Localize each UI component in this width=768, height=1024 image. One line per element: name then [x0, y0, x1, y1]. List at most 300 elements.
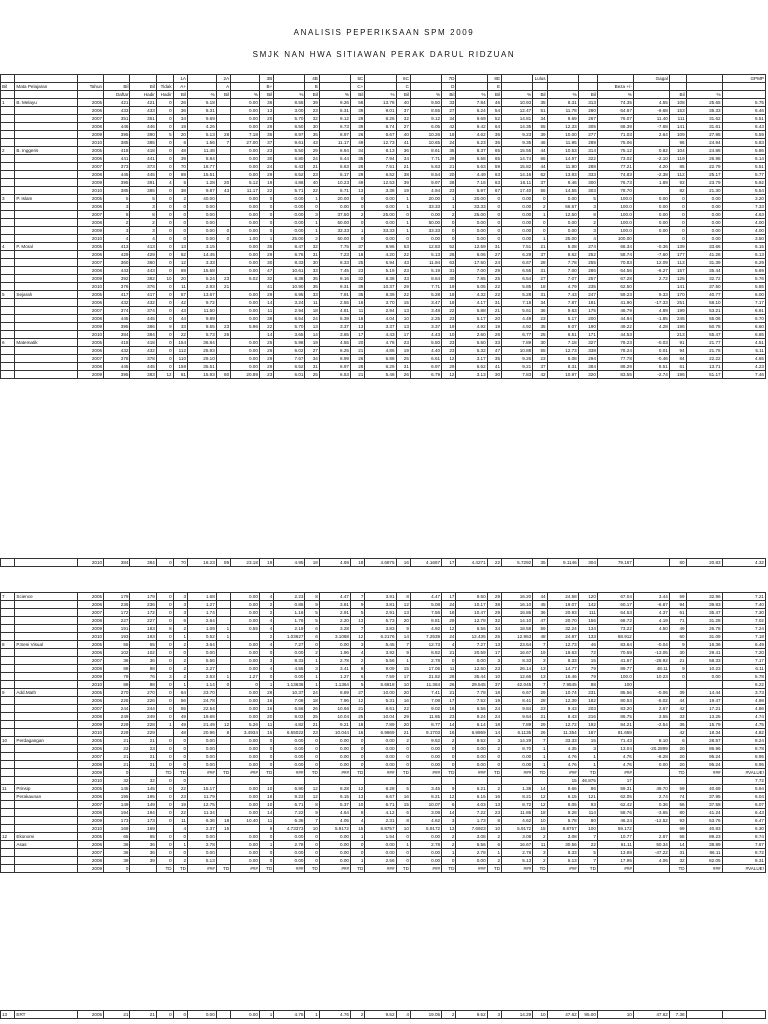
table-cell: 14: [259, 809, 273, 817]
table-cell: 6.56: [456, 705, 487, 713]
table-cell: 59.31: [597, 785, 633, 793]
table-cell: 11.95: [547, 139, 578, 147]
table-cell: 4.06: [633, 857, 669, 865]
table-cell: 5.44: [319, 155, 350, 163]
table-cell: 2: [442, 1011, 456, 1019]
table-cell: [216, 315, 230, 323]
table-cell: [15, 609, 77, 617]
table-cell: 31.28: [686, 617, 722, 625]
table-cell: [15, 187, 77, 195]
table-cell: [15, 371, 77, 379]
table-cell: 14: [259, 299, 273, 307]
table-cell: 4.43: [365, 331, 396, 339]
table-cell: 40.00: [188, 195, 217, 203]
table-cell: 226: [104, 697, 130, 705]
table-cell: 2.78: [274, 841, 305, 849]
table-cell: 8.97: [319, 131, 350, 139]
table-cell: 0: [533, 195, 547, 203]
table-cell: Bil: [173, 91, 187, 99]
table-cell: 2007: [77, 307, 103, 315]
table-cell: 7.71: [410, 283, 441, 291]
table-cell: 21: [669, 657, 686, 665]
table-cell: 57: [173, 291, 187, 299]
table-cell: [1, 705, 15, 713]
table-cell: 10.47: [456, 609, 487, 617]
table-cell: [216, 665, 230, 673]
table-cell: [669, 75, 686, 83]
table-cell: [1, 721, 15, 729]
table-cell: 14: [669, 841, 686, 849]
table-cell: 29: [442, 155, 456, 163]
table-cell: 7.67: [722, 841, 765, 849]
table-cell: 384: [104, 559, 130, 567]
table-cell: 28: [442, 179, 456, 187]
table-cell: 12.435: [456, 633, 487, 641]
table-cell: 50.00: [319, 235, 350, 243]
table-cell: 14.97: [547, 155, 578, 163]
table-cell: 24: [487, 713, 501, 721]
table-cell: 4.49: [456, 171, 487, 179]
table-cell: 84: [669, 355, 686, 363]
table-row: [1, 785, 766, 793]
table-cell: 7.27: [274, 641, 305, 649]
table-cell: 0.00: [502, 195, 533, 203]
table-cell: 1: [216, 633, 230, 641]
table-cell: 0: [173, 745, 187, 753]
table-cell: 251: [669, 299, 686, 307]
table-cell: 23: [216, 323, 230, 331]
table-cell: 0.00: [188, 833, 217, 841]
table-cell: 41.90: [597, 299, 633, 307]
table-cell: 1.76: [274, 617, 305, 625]
table-cell: Beza +/-: [597, 83, 633, 91]
table-cell: 5.69: [722, 267, 765, 275]
table-cell: 2: [173, 641, 187, 649]
table-cell: [456, 83, 487, 91]
table-cell: 4: [578, 235, 597, 243]
table-cell: 38.89: [686, 841, 722, 849]
table-cell: 0.00: [274, 833, 305, 841]
table-cell: 0.00: [231, 203, 260, 211]
table-cell: 20: [396, 721, 410, 729]
table-cell: [15, 355, 77, 363]
table-cell: 83.64: [597, 641, 633, 649]
table-cell: [633, 331, 669, 339]
table-cell: 2009: [77, 817, 103, 825]
table-cell: 1.16: [274, 609, 305, 617]
table-cell: Bil: [669, 91, 686, 99]
table-cell: 29: [442, 363, 456, 371]
table-cell: [216, 219, 230, 227]
table-cell: 6.29: [365, 363, 396, 371]
table-cell: 15.82: [502, 163, 533, 171]
table-cell: 3.45: [410, 785, 441, 793]
table-cell: 2: [533, 833, 547, 841]
table-cell: 0.00: [188, 761, 217, 769]
table-cell: [15, 801, 77, 809]
table-cell: 39: [669, 689, 686, 697]
table-cell: 49.70: [633, 785, 669, 793]
table-cell: 0: [173, 753, 187, 761]
table-cell: 0.00: [456, 657, 487, 665]
table-cell: 33.33: [365, 227, 396, 235]
table-cell: [633, 729, 669, 737]
table-cell: 7.38: [669, 1011, 686, 1019]
table-cell: 0.00: [456, 857, 487, 865]
table-cell: 12: [156, 371, 173, 379]
table-cell: 2005: [77, 641, 103, 649]
table-cell: 6.91: [722, 307, 765, 315]
table-cell: 78.70: [597, 187, 633, 195]
table-cell: 4.63: [722, 211, 765, 219]
table-cell: 23: [442, 187, 456, 195]
table-cell: 8.72: [722, 849, 765, 857]
table-cell: Sejarah: [15, 291, 77, 299]
table-cell: 12.73: [410, 641, 441, 649]
table-cell: 0: [156, 155, 173, 163]
table-cell: 3.37: [319, 323, 350, 331]
table-cell: 26: [396, 371, 410, 379]
table-cell: 14.77: [547, 665, 578, 673]
table-cell: 0.00: [456, 235, 487, 243]
table-cell: [456, 777, 487, 785]
table-cell: 0.00: [274, 673, 305, 681]
table-row: [1, 809, 766, 817]
table-cell: 8.95: [722, 753, 765, 761]
table-cell: 18.34: [686, 729, 722, 737]
table-cell: 0.00: [456, 761, 487, 769]
table-cell: 4.82: [274, 721, 305, 729]
table-cell: 0: [156, 219, 173, 227]
table-cell: 11.34: [188, 809, 217, 817]
table-cell: 2: [487, 833, 501, 841]
table-cell: 2009: [77, 323, 103, 331]
table-cell: 6: [351, 673, 365, 681]
table-cell: 38: [487, 601, 501, 609]
table-cell: 13: [351, 187, 365, 195]
table-cell: 3.41: [319, 665, 350, 673]
table-cell: 2006: [77, 697, 103, 705]
table-cell: 22: [487, 291, 501, 299]
table-cell: 3.37: [410, 323, 441, 331]
table-cell: 2.78: [410, 841, 441, 849]
table-cell: 21: [442, 649, 456, 657]
table-cell: 216: [578, 713, 597, 721]
table-cell: [15, 107, 77, 115]
table-cell: 0: [351, 745, 365, 753]
table-cell: 25: [487, 633, 501, 641]
table-cell: 351: [130, 115, 156, 123]
table-cell: 49.22: [597, 323, 633, 331]
table-cell: 11: [305, 299, 319, 307]
table-cell: [633, 559, 669, 567]
table-cell: 9.42: [456, 123, 487, 131]
table-cell: 8.31: [547, 99, 578, 107]
table-cell: -2.10: [633, 155, 669, 163]
table-cell: [365, 83, 396, 91]
table-cell: 141: [669, 283, 686, 291]
table-cell: 3.33: [188, 259, 217, 267]
table-cell: 11: [259, 721, 273, 729]
table-cell: 4.62: [456, 131, 487, 139]
table-cell: 2: [487, 745, 501, 753]
table-cell: 6.29: [722, 259, 765, 267]
table-cell: 8.13: [365, 147, 396, 155]
table-cell: 0: [156, 139, 173, 147]
table-cell: 7.45: [319, 267, 350, 275]
table-cell: 4.98: [722, 697, 765, 705]
table-cell: 0: [351, 753, 365, 761]
table-cell: 25.65: [686, 99, 722, 107]
table-cell: 13.93: [547, 171, 578, 179]
table-cell: [1, 801, 15, 809]
table-cell: 0: [173, 211, 187, 219]
table-cell: 384: [130, 559, 156, 567]
table-cell: 196: [669, 323, 686, 331]
table-cell: 15.58: [188, 267, 217, 275]
table-cell: 7.00: [547, 267, 578, 275]
table-cell: %: [319, 91, 350, 99]
table-cell: 21: [130, 753, 156, 761]
table-cell: 33: [396, 275, 410, 283]
table-cell: TD: [487, 865, 501, 873]
table-cell: 2: [173, 657, 187, 665]
table-cell: 0.00: [319, 745, 350, 753]
table-cell: 19: [259, 179, 273, 187]
table-cell: 0: [156, 251, 173, 259]
table-cell: 14: [442, 809, 456, 817]
table-cell: 3: [305, 665, 319, 673]
table-cell: Bil: [487, 91, 501, 99]
table-cell: 94: [669, 347, 686, 355]
table-cell: TD: [173, 865, 187, 873]
table-cell: 19: [487, 323, 501, 331]
table-cell: 2010: [77, 187, 103, 195]
table-cell: [216, 689, 230, 697]
table-cell: 4.62: [502, 817, 533, 825]
table-cell: 5.17: [547, 315, 578, 323]
table-cell: [15, 115, 77, 123]
table-cell: 12: [533, 801, 547, 809]
table-cell: 0: [305, 761, 319, 769]
table-cell: 24.88: [686, 147, 722, 155]
table-cell: 3.08: [547, 833, 578, 841]
table-cell: 0.00: [231, 761, 260, 769]
table-cell: 100.0: [597, 219, 633, 227]
table-cell: 6.21: [456, 785, 487, 793]
table-cell: 7.89: [502, 721, 533, 729]
table-cell: %: [188, 91, 217, 99]
table-cell: -20.2899: [633, 745, 669, 753]
table-cell: 8.51: [633, 363, 669, 371]
table-row: [1, 729, 766, 737]
table-cell: 432: [130, 347, 156, 355]
table-cell: TD: [396, 865, 410, 873]
table-cell: 2010: [77, 139, 103, 147]
table-cell: 12.53: [365, 179, 396, 187]
table-cell: 4.40: [410, 347, 441, 355]
table-cell: 0.00: [547, 219, 578, 227]
table-cell: 0.00: [274, 195, 305, 203]
table-cell: 7.02: [722, 617, 765, 625]
table-cell: [1, 91, 15, 99]
table-cell: 26.78: [686, 625, 722, 633]
table-cell: 0.00: [274, 211, 305, 219]
table-cell: 13: [305, 323, 319, 331]
table-cell: 0: [173, 203, 187, 211]
table-cell: [216, 355, 230, 363]
table-cell: 23: [442, 347, 456, 355]
table-cell: ###: [597, 769, 633, 777]
table-cell: 0: [669, 219, 686, 227]
table-cell: 19: [173, 801, 187, 809]
table-cell: 4.00: [722, 227, 765, 235]
table-cell: TD: [173, 769, 187, 777]
table-cell: 0.00: [231, 689, 260, 697]
table-cell: [15, 849, 77, 857]
table-cell: 29: [259, 251, 273, 259]
table-cell: 69: [173, 267, 187, 275]
table-cell: [15, 227, 77, 235]
table-cell: 5.94: [722, 785, 765, 793]
table-cell: 10.65: [410, 139, 441, 147]
table-cell: 77.78: [597, 355, 633, 363]
table-row: [1, 721, 766, 729]
table-cell: 145: [104, 785, 130, 793]
table-cell: 7: [533, 641, 547, 649]
table-cell: 267: [578, 115, 597, 123]
table-cell: 5: [578, 195, 597, 203]
table-cell: 30: [259, 259, 273, 267]
table-cell: 173: [104, 817, 130, 825]
table-cell: 21: [533, 713, 547, 721]
table-cell: 0: [351, 219, 365, 227]
table-cell: 172: [104, 609, 130, 617]
table-cell: [15, 865, 77, 873]
table-cell: 270: [104, 689, 130, 697]
table-cell: 14.29: [502, 1011, 533, 1019]
table-cell: 5: [1, 291, 15, 299]
table-cell: Gagal: [633, 75, 669, 83]
table-row: [1, 363, 766, 371]
table-cell: 23: [442, 713, 456, 721]
table-cell: 0.00: [231, 793, 260, 801]
table-cell: 23: [487, 809, 501, 817]
table-cell: 445: [130, 315, 156, 323]
table-cell: 3.81: [319, 601, 350, 609]
table-cell: 55: [533, 123, 547, 131]
table-cell: 4.6875: [365, 559, 396, 567]
table-cell: [15, 267, 77, 275]
table-cell: 12: [351, 697, 365, 705]
table-cell: 7.71: [410, 155, 441, 163]
table-cell: 9.07: [547, 323, 578, 331]
table-cell: 134: [578, 625, 597, 633]
table-cell: 24.58: [547, 593, 578, 601]
table-cell: 43: [216, 187, 230, 195]
table-cell: 9.52: [365, 1011, 396, 1019]
table-cell: 3.08: [456, 833, 487, 841]
table-cell: 3.92: [365, 649, 396, 657]
table-cell: %: [456, 91, 487, 99]
table-cell: 1: [442, 195, 456, 203]
table-cell: 2.31: [365, 817, 396, 825]
table-cell: 46: [487, 99, 501, 107]
table-row: [1, 235, 766, 243]
table-cell: 16.86: [502, 609, 533, 617]
table-row: [1, 347, 766, 355]
table-cell: 6.04: [722, 793, 765, 801]
table-cell: 8: [305, 801, 319, 809]
table-cell: 0: [396, 849, 410, 857]
table-cell: [1, 299, 15, 307]
table-cell: 0: [487, 227, 501, 235]
table-cell: [216, 761, 230, 769]
table-cell: 3.48: [410, 307, 441, 315]
table-cell: [1, 559, 15, 567]
table-cell: 8.24: [722, 737, 765, 745]
table-cell: 8: [305, 593, 319, 601]
table-cell: 10.53: [547, 147, 578, 155]
table-cell: 0.00: [410, 833, 441, 841]
table-cell: [15, 753, 77, 761]
table-cell: [216, 617, 230, 625]
table-cell: 30: [305, 123, 319, 131]
table-cell: 2009: [77, 673, 103, 681]
table-row: [1, 753, 766, 761]
table-cell: 0: [156, 857, 173, 865]
table-cell: 199: [669, 307, 686, 315]
table-cell: 0.00: [456, 227, 487, 235]
table-cell: 32: [130, 777, 156, 785]
table-cell: 0: [442, 857, 456, 865]
table-cell: 3.17: [456, 355, 487, 363]
table-cell: 0: [156, 745, 173, 753]
table-cell: 69: [173, 171, 187, 179]
table-cell: 0.00: [231, 713, 260, 721]
table-row: [1, 243, 766, 251]
table-cell: 5.73: [365, 617, 396, 625]
table-cell: 0.00: [365, 761, 396, 769]
table-cell: 0: [156, 267, 173, 275]
table-cell: 5.17: [456, 315, 487, 323]
table-cell: -0.46: [633, 355, 669, 363]
table-cell: 418: [104, 339, 130, 347]
table-cell: 2.87: [633, 833, 669, 841]
table-cell: 0.00: [231, 299, 260, 307]
table-cell: 23.79: [686, 179, 722, 187]
table-cell: [1, 609, 15, 617]
table-cell: 36: [104, 657, 130, 665]
table-cell: 6.36: [188, 817, 217, 825]
table-cell: 2.72: [633, 275, 669, 283]
table-cell: 7.23: [319, 251, 350, 259]
table-cell: 6: [396, 809, 410, 817]
table-cell: 141: [669, 123, 686, 131]
table-cell: 21: [305, 163, 319, 171]
table-cell: 6.30: [722, 825, 765, 833]
table-cell: 80: [216, 371, 230, 379]
table-cell: ###: [319, 865, 350, 873]
table-cell: 39: [396, 179, 410, 187]
table-cell: 1: [396, 203, 410, 211]
table-cell: 2.93: [188, 283, 217, 291]
table-cell: ###: [547, 865, 578, 873]
table-cell: 19: [305, 339, 319, 347]
table-cell: 2: [351, 211, 365, 219]
table-cell: 48: [533, 633, 547, 641]
table-cell: 35: [442, 147, 456, 155]
